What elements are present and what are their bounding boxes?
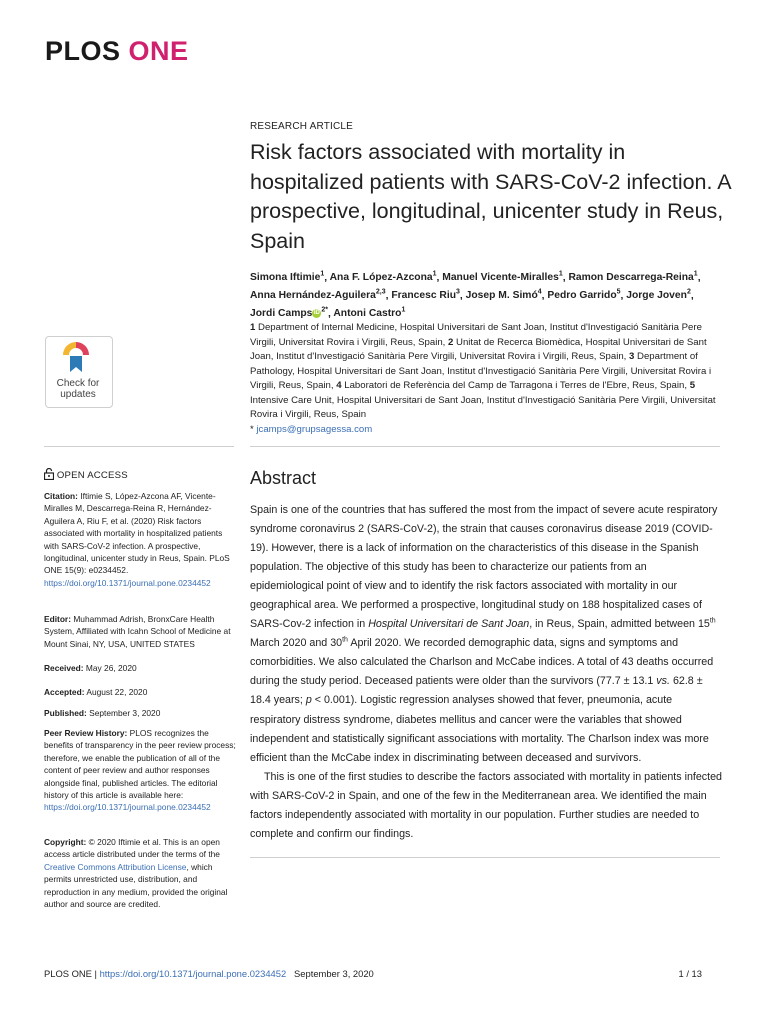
abstract-paragraph: Spain is one of the countries that has suffered the most from the impact of severe acute respiratory syndrome coronavirus 2 (SARS-CoV-2), the strain that causes coronavirus disease 2019 (COVID-19). However, there is a lack of information on the characteristics of this disease in the Spanish population. The objective of this study has been to characterize our patients from an epidemiological point of view and to identify the risk factors associated with mortality in our geographical area. We performed a prospective, longitudinal study on 188 hospitalized cases of SARS-Cov-2 infection in Hospital Universitari de Sant Joan, in Reus, Spain, admitted between 15th March 2020 and 30th April 2020. We recorded demographic data, signs and symptoms and comorbidities. We also calculated the Charlson and McCabe indices. A total of 43 deaths occurred during the study period. Deceased patients were older than the survivors (77.7 ± 13.1 vs. 62.8 ± 18.4 years; p < 0.001). Logistic regression analyses showed that fever, pneumonia, acute respiratory distress syndrome, diabetes mellitus and cancer were the variables that showed independent and statistically significant associations with mortality. The Charlson index was more efficient than the McCabe index in discriminating between deceased and survivors. <box>250 504 718 764</box>
received-date: Received: May 26, 2020 <box>44 663 137 673</box>
page-footer: PLOS ONE | https://doi.org/10.1371/journal.pone.0234452 September 3, 2020 <box>44 968 374 979</box>
abstract-paragraph: This is one of the first studies to describe the factors associated with mortality in patients infected with SARS-CoV-2 in Spain, and one of the few in the Mediterranean area. We identified the main factors independently associated with mortality in our population. Further studies are needed to complete and confirm our findings. <box>250 770 723 840</box>
article-title: Risk factors associated with mortality in hospitalized patients with SARS-CoV-2 infection. A prospective, longitudinal, unicenter study in Reus, Spain <box>250 140 731 253</box>
open-access-label: OPEN ACCESS <box>44 468 128 481</box>
peer-review-doi-link[interactable]: https://doi.org/10.1371/journal.pone.0234452 <box>44 802 211 813</box>
author[interactable]: Jordi Camps iD $^{2*}$ <box>250 306 329 320</box>
divider <box>44 446 234 447</box>
author[interactable]: Ana F. López-Azcona$^1$ <box>329 271 437 284</box>
editor-block: Editor: Muhammad Adrish, BronxCare Health System, Affiliated with Icahn School of Medicine at Mount Sinai, NY, USA, UNITED STATES <box>44 614 231 649</box>
email-link[interactable]: jcamps@grupsagessa.com <box>256 424 373 435</box>
corresponding-author: * jcamps@grupsagessa.com <box>250 424 373 435</box>
divider <box>250 857 720 858</box>
abstract-body <box>250 501 722 844</box>
journal-logo <box>45 36 189 67</box>
accepted-date: Accepted: August 22, 2020 <box>44 687 148 697</box>
page-number: 1 / 13 <box>678 968 702 979</box>
author[interactable]: Josep M. Simó$^4$ <box>465 288 542 302</box>
logo-one: ONE <box>128 36 189 66</box>
abstract-heading: Abstract <box>250 468 317 488</box>
author[interactable]: Simona Iftimie$^1$ <box>250 271 325 284</box>
copyright-block: Copyright: © 2020 Iftimie et al. This is an open access article distributed under the terms of the Creative Commons Attribution License, which permits unrestricted use, distribution, and reproduction in any medium, provided the original author and source are credited. <box>44 837 228 910</box>
author[interactable]: Antoni Castro$^1$ <box>333 306 406 320</box>
citation-doi-link[interactable]: https://doi.org/10.1371/journal.pone.0234452 <box>44 577 211 588</box>
check-updates-icon <box>61 340 91 376</box>
citation-block: Citation: Iftimie S, López-Azcona AF, Vicente-Miralles M, Descarrega-Reina R, Hernández-Aguilera A, Riu F, et al. (2020) Risk factors associated with mortality in hospitalized patients with SARS-CoV-2 infection. A prospective, longitudinal, unicenter study in Reus, Spain. PLoS ONE 15(9): e0234452. https://doi.org/10.1371/journal.pone.0234452 <box>44 491 230 588</box>
orcid-icon[interactable]: iD <box>313 310 320 317</box>
published-date: Published: September 3, 2020 <box>44 708 161 718</box>
author[interactable]: Anna Hernández-Aguilera$^{2,3}$ <box>250 288 386 302</box>
license-link[interactable]: Creative Commons Attribution License <box>44 861 187 872</box>
author[interactable]: Ramon Descarrega-Reina$^1$ <box>568 271 698 284</box>
open-lock-icon <box>44 468 54 480</box>
affiliations: 1 Department of Internal Medicine, Hospital Universitari de Sant Joan, Institut d'Investigació Sanitària Pere Virgili, Universitat Rovira i Virgili, Reus, Spain, 2 Unitat de Recerca Biomèdica, Hospital Universitari de Sant Joan, Institut d'Investigació Sanitària Pere Virgili, Universitat Rovira i Virgili, Reus, Spain, 3 Department of Pathology, Hospital Universitari de Sant Joan, Institut d'Investigació Sanitària Pere Virgili, Universitat Rovira i Virgili, Reus, Spain, 4 Laboratori de Referència del Camp de Tarragona i Terres de l'Ebre, Reus, Spain, 5 Intensive Care Unit, Hospital Universitari de Sant Joan, Institut d'Investigació Sanitària Pere Virgili, Universitat Rovira i Virgili, Reus, Spain <box>250 322 716 420</box>
check-updates-label[interactable]: Check for updates <box>56 378 100 400</box>
peer-review-block: Peer Review History: PLOS recognizes the benefits of transparency in the peer review process; therefore, we enable the publication of all of the content of peer review and author responses alongside final, published articles. The editorial history of this article is available here: https://doi.org/10.1371/journal.pone.0234452 <box>44 728 236 813</box>
author[interactable]: Jorge Joven$^2$ <box>626 288 691 302</box>
logo-plos: PLOS <box>45 36 121 66</box>
author[interactable]: Pedro Garrido$^5$ <box>547 288 621 302</box>
divider <box>250 446 720 447</box>
author[interactable]: Manuel Vicente-Miralles$^1$ <box>442 271 563 284</box>
author[interactable]: Francesc Riu$^3$ <box>391 288 460 302</box>
article-type-label: RESEARCH ARTICLE <box>250 121 354 132</box>
footer-doi-link[interactable]: https://doi.org/10.1371/journal.pone.0234452 <box>99 968 287 979</box>
author-list: Simona Iftimie$^1$, Ana F. López-Azcona$^1$, Manuel Vicente-Miralles$^1$, Ramon Descarrega-Reina$^1$, Anna Hernández-Aguilera$^{2,3}$, Francesc Riu$^3$, Josep M. Simó$^4$, Pedro Garrido$^5$, Jorge Joven$^2$, Jordi Camps iD $^{2*}$, Antoni Castro$^1$ <box>250 271 701 320</box>
